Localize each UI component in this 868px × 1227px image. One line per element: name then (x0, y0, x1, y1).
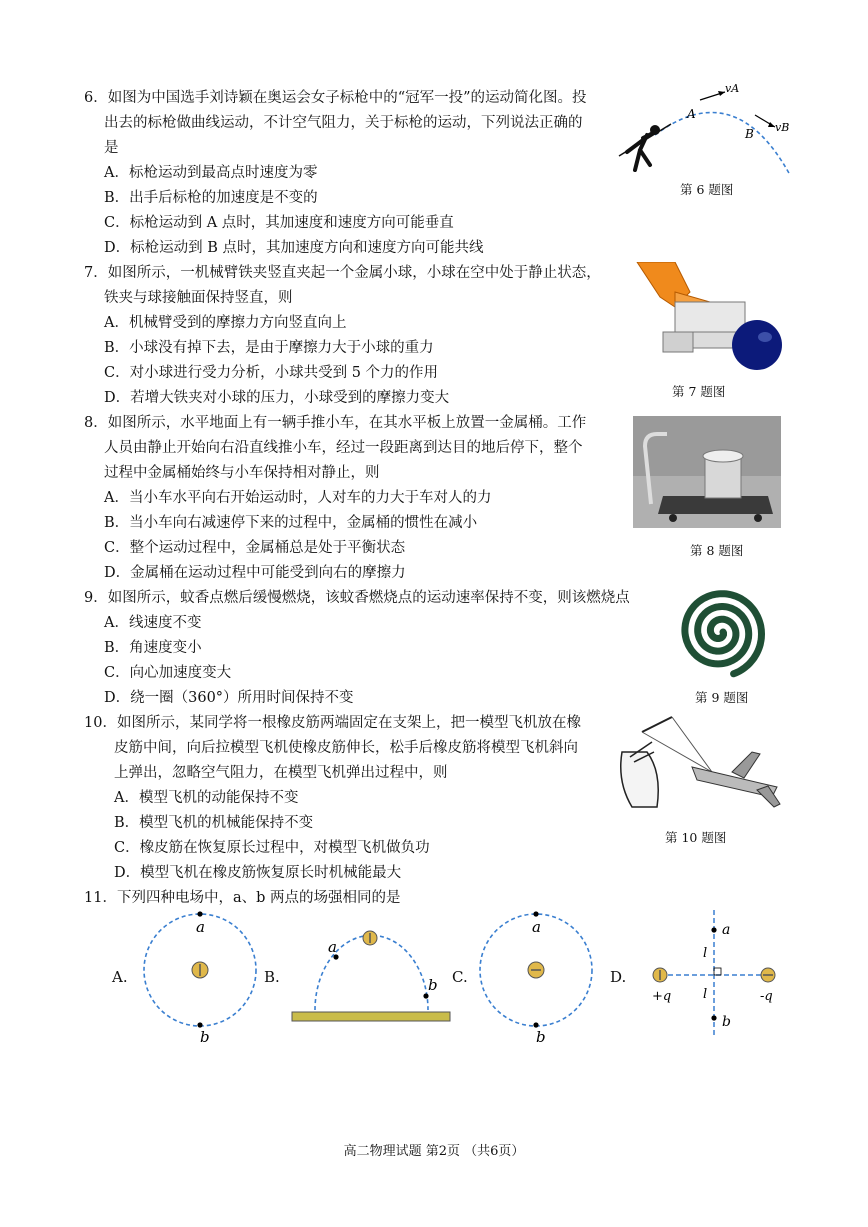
q7-option-b: B．小球没有掉下去，是由于摩擦力大于小球的重力 (104, 340, 434, 356)
q11-label-b: B. (264, 968, 280, 986)
q8-line-2: 人员由静止开始向右沿直线推小车，经过一段距离到达目的地后停下，整个 (104, 440, 583, 456)
q11-label-a: A. (112, 968, 128, 986)
q10-line-3: 上弹出，忽略空气阻力，在模型飞机弹出过程中，则 (114, 765, 448, 781)
field-c-point-a: a (532, 918, 541, 936)
q6-option-d: D．标枪运动到 B 点时，其加速度方向和速度方向可能共线 (104, 240, 484, 256)
q6-option-c: C．标枪运动到 A 点时，其加速度和速度方向可能垂直 (104, 215, 454, 231)
mosquito-coil-figure (668, 584, 772, 684)
q7-line-2: 铁夹与球接触面保持竖直，则 (104, 290, 293, 306)
field-c-point-b: b (536, 1028, 546, 1046)
q9-option-a: A．线速度不变 (104, 615, 202, 631)
field-d-minus-q: -q (760, 989, 773, 1004)
page-footer: 高二物理试题 第2页 （共6页） (343, 1144, 525, 1159)
field-b-point-b: b (428, 976, 438, 994)
q9-option-c: C．向心加速度变大 (104, 665, 232, 681)
label-va: vA (725, 82, 740, 95)
q7-option-a: A．机械臂受到的摩擦力方向竖直向上 (104, 315, 347, 331)
q8-option-a: A．当小车水平向右开始运动时，人对车的力大于车对人的力 (104, 490, 492, 506)
q10-line-2: 皮筋中间，向后拉模型飞机使橡皮筋伸长，松手后橡皮筋将模型飞机斜向 (114, 740, 578, 756)
field-b-diagram (290, 928, 455, 1026)
q8-option-c: C．整个运动过程中，金属桶总是处于平衡状态 (104, 540, 406, 556)
field-d-dist-upper: l (703, 946, 708, 961)
q8-caption: 第 8 题图 (690, 543, 744, 558)
q7-option-c: C．对小球进行受力分析，小球共受到 5 个力的作用 (104, 365, 439, 381)
label-b: B (745, 127, 754, 141)
label-vb: vB (775, 121, 790, 134)
q8-option-d: D．金属桶在运动过程中可能受到向右的摩擦力 (104, 565, 406, 581)
q11-stem: 11．下列四种电场中，a、b 两点的场强相同的是 (84, 890, 401, 906)
q6-option-b: B．出手后标枪的加速度是不变的 (104, 190, 318, 206)
q9-option-b: B．角速度变小 (104, 640, 202, 656)
javelin-trajectory-figure (615, 80, 805, 180)
q8-line-3: 过程中金属桶始终与小车保持相对静止，则 (104, 465, 380, 481)
q7-option-d: D．若增大铁夹对小球的压力，小球受到的摩擦力变大 (104, 390, 450, 406)
q8-line-1: 8．如图所示，水平地面上有一辆手推小车，在其水平板上放置一金属桶。工作 (84, 415, 587, 431)
model-plane-figure (612, 712, 784, 822)
q10-option-b: B．模型飞机的机械能保持不变 (114, 815, 314, 831)
field-d-point-a: a (722, 922, 731, 938)
q11-label-c: C. (452, 968, 468, 986)
q10-option-c: C．橡皮筋在恢复原长过程中，对模型飞机做负功 (114, 840, 430, 856)
q10-option-d: D．模型飞机在橡皮筋恢复原长时机械能最大 (114, 865, 402, 881)
field-d-point-b: b (722, 1014, 731, 1030)
q6-line-1: 6．如图为中国选手刘诗颖在奥运会女子标枪中的“冠军一投”的运动简化图。投 (84, 90, 587, 106)
q11-label-d: D. (610, 968, 627, 986)
field-b-point-a: a (328, 938, 337, 956)
q7-caption: 第 7 题图 (672, 384, 726, 399)
q10-caption: 第 10 题图 (665, 830, 727, 845)
q10-line-1: 10．如图所示，某同学将一根橡皮筋两端固定在支架上，把一模型飞机放在橡 (84, 715, 581, 731)
field-c-diagram (476, 908, 606, 1048)
field-a-point-b: b (200, 1028, 210, 1046)
field-d-dist-lower: l (703, 987, 708, 1002)
q6-line-2: 出去的标枪做曲线运动，不计空气阻力，关于标枪的运动，下列说法正确的 (104, 115, 583, 131)
q6-caption: 第 6 题图 (680, 182, 734, 197)
label-a: A (687, 107, 696, 121)
athlete-icon (619, 124, 671, 170)
q9-caption: 第 9 题图 (695, 690, 749, 705)
q6-option-a: A．标枪运动到最高点时速度为零 (104, 165, 318, 181)
field-a-diagram (138, 908, 268, 1048)
q8-option-b: B．当小车向右减速停下来的过程中，金属桶的惯性在减小 (104, 515, 478, 531)
field-d-diagram (640, 908, 790, 1043)
q9-line-1: 9．如图所示，蚊香点燃后缓慢燃烧，该蚊香燃烧点的运动速率保持不变，则该燃烧点 (84, 590, 630, 606)
field-d-plus-q: +q (652, 989, 672, 1004)
q6-line-3: 是 (104, 140, 119, 156)
q9-option-d: D．绕一圈（360°）所用时间保持不变 (104, 690, 354, 706)
field-a-point-a: a (196, 918, 205, 936)
robotic-arm-figure (635, 262, 785, 374)
q7-line-1: 7．如图所示，一机械臂铁夹竖直夹起一个金属小球，小球在空中处于静止状态， (84, 265, 601, 281)
cart-bucket-photo (633, 416, 781, 528)
q10-option-a: A．模型飞机的动能保持不变 (114, 790, 299, 806)
